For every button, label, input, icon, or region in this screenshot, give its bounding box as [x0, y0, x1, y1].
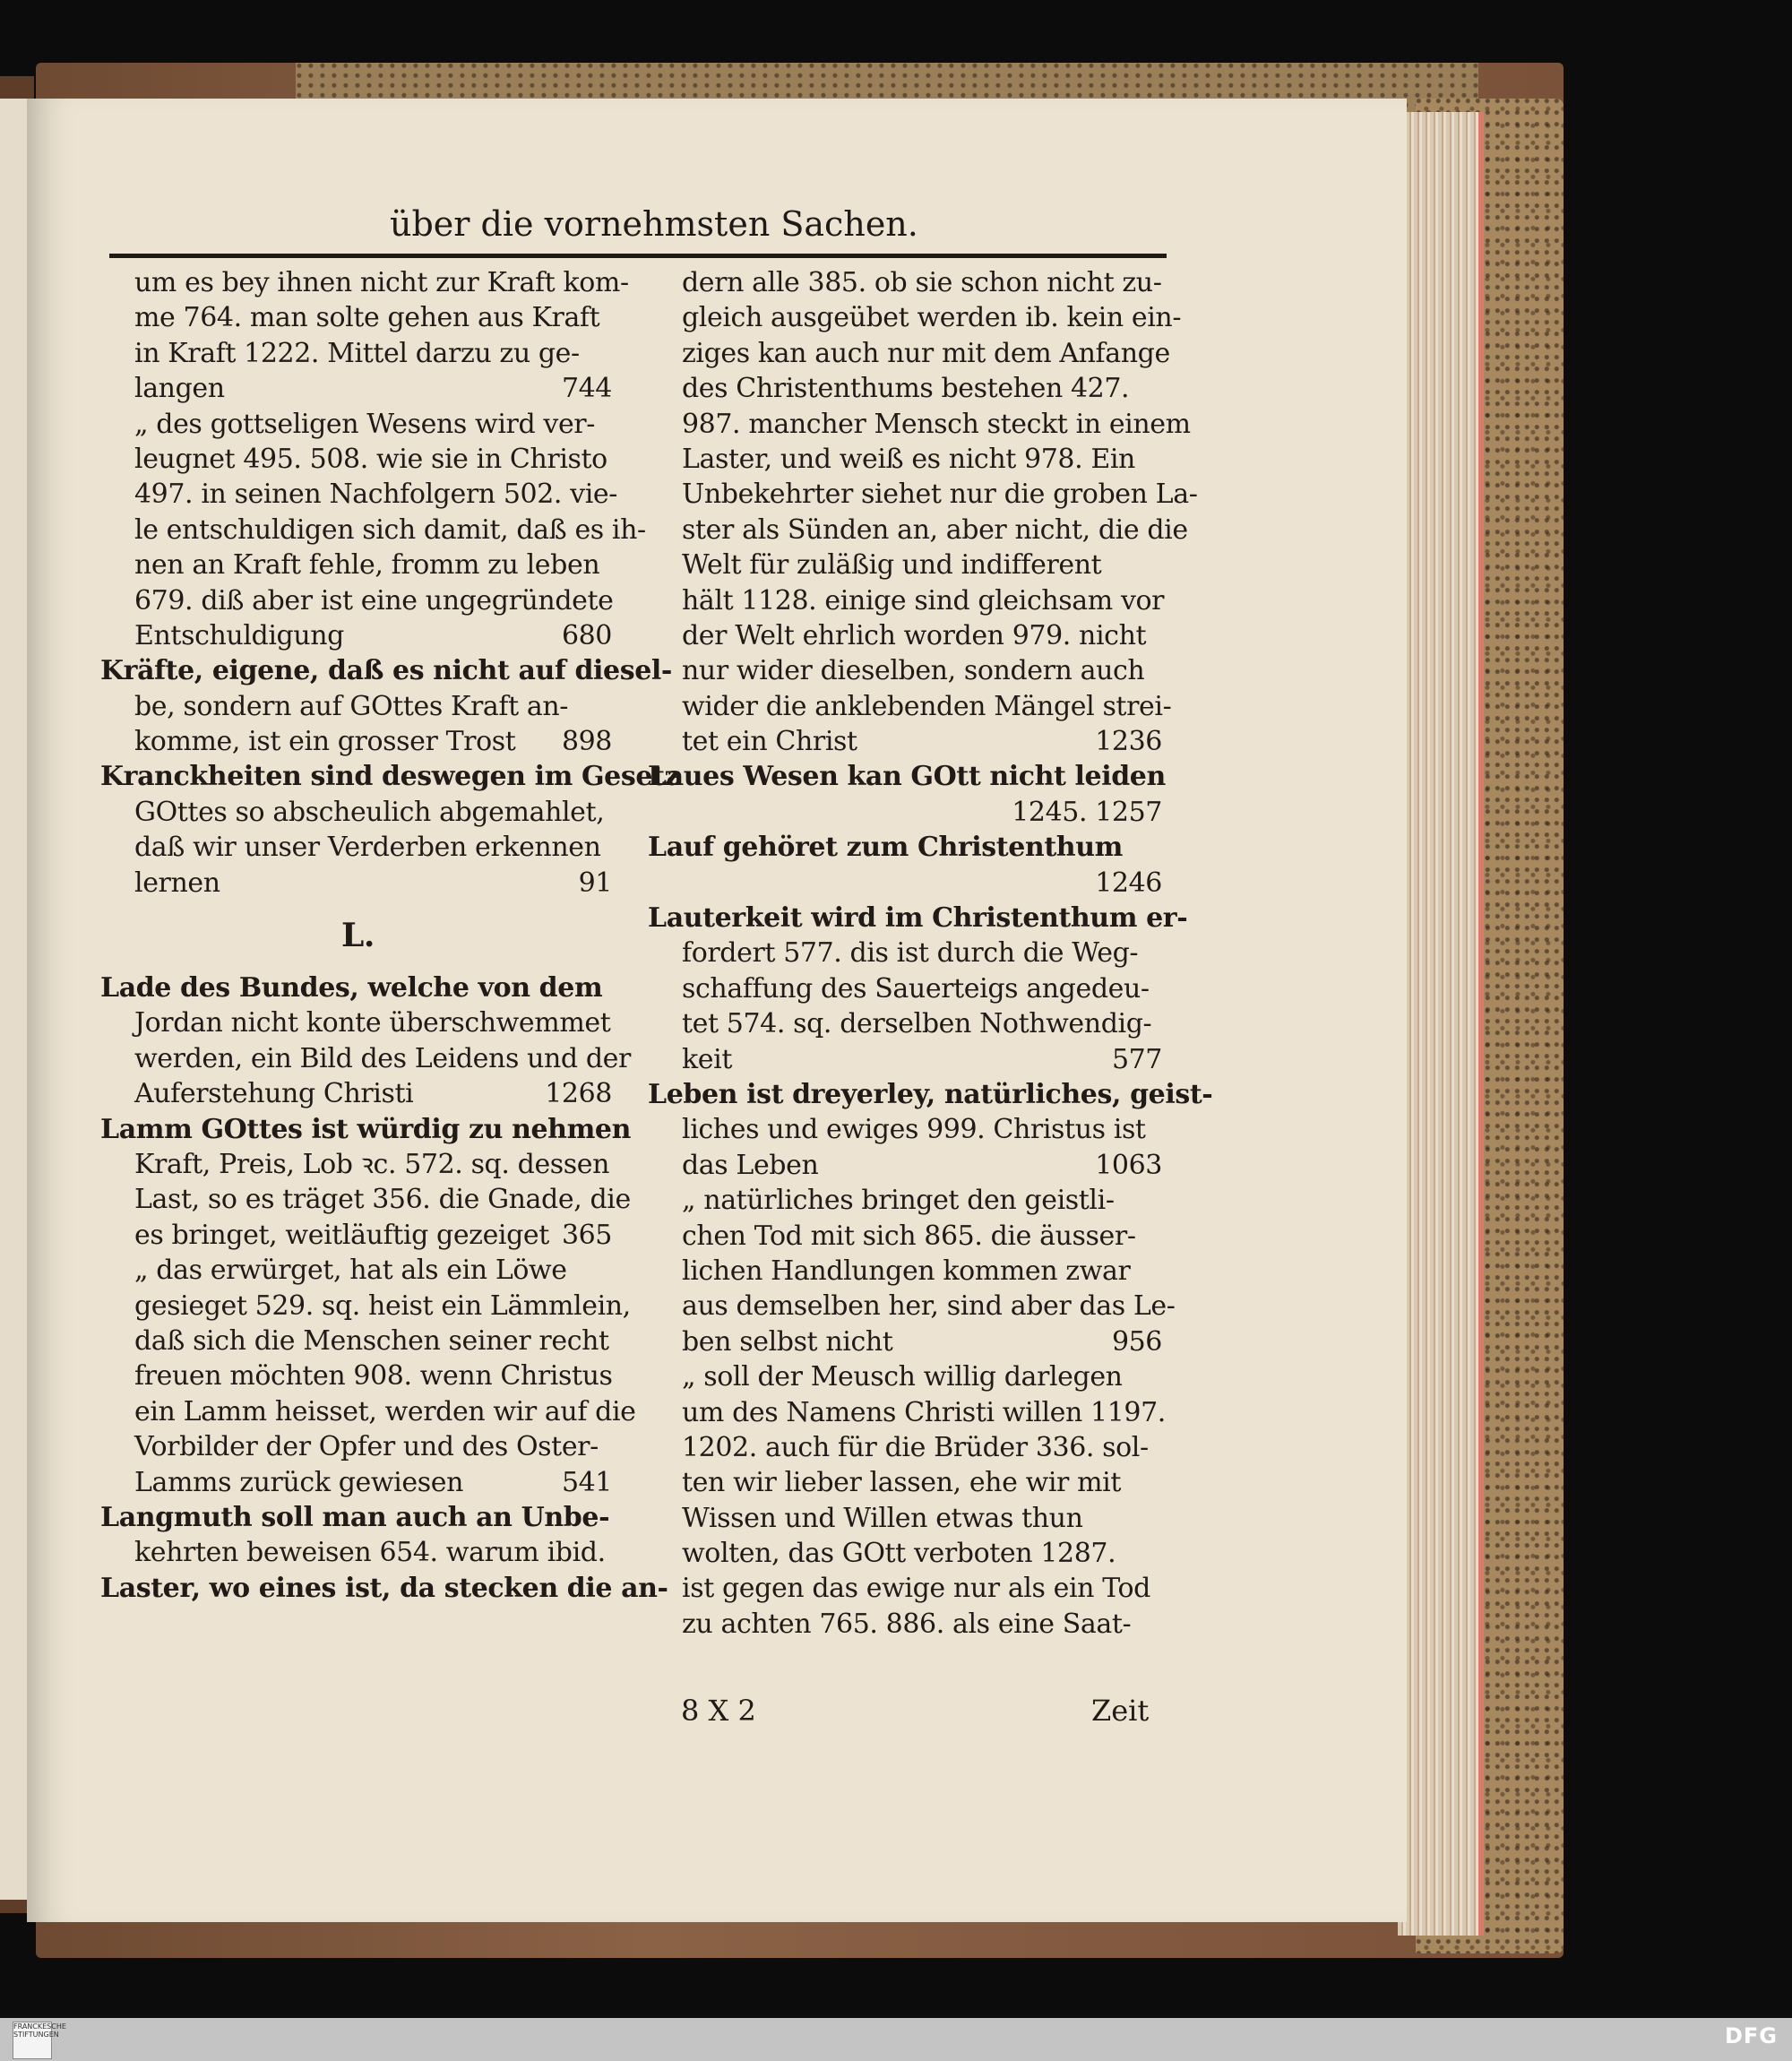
index-line — [100, 407, 616, 442]
running-head: über die vornehmsten Sachen. — [390, 204, 918, 244]
page-reference: 91 — [578, 867, 612, 899]
index-line — [648, 1289, 1176, 1324]
index-line-text: Lauf gehöret zum Christenthum — [648, 832, 1123, 864]
index-line — [100, 442, 616, 477]
index-line-text: „ soll der Meusch willig darlegen — [682, 1361, 1123, 1393]
index-line — [648, 1254, 1166, 1289]
index-line-text: gleich ausgeübet werden ib. kein ein- — [682, 302, 1182, 334]
index-line-text: zu achten 765. 886. als eine Saat- — [682, 1608, 1132, 1640]
index-line-text: 1202. auch für die Brüder 336. sol- — [682, 1431, 1149, 1463]
footer-bar — [0, 2018, 1792, 2061]
index-line — [648, 300, 1182, 335]
page-reference: 577 — [1111, 1043, 1162, 1075]
index-line-text: leugnet 495. 508. wie sie in Christo — [134, 443, 607, 475]
index-line-text: „ das erwürget, hat als ein Löwe — [134, 1255, 567, 1287]
index-line-text: tet 574. sq. derselben Nothwendig- — [682, 1008, 1152, 1040]
index-line — [100, 1041, 631, 1076]
index-line-text: gesieget 529. sq. heist ein Lämmlein, — [134, 1289, 631, 1322]
index-line-text: Wissen und Willen etwas thun — [682, 1502, 1083, 1534]
index-line — [648, 1324, 1166, 1359]
index-line-text: aus demselben her, sind aber das Le- — [682, 1290, 1176, 1323]
index-line-text: Last, so es träget 356. die Gnade, die — [134, 1184, 631, 1216]
index-line-text: ster als Sünden an, aber nicht, die die — [682, 513, 1188, 546]
index-line — [648, 371, 1166, 406]
index-line-text: 987. mancher Mensch steckt in einem — [682, 408, 1191, 440]
index-line — [100, 830, 616, 865]
index-line — [100, 795, 616, 830]
index-line — [100, 970, 616, 1005]
index-line-text: dern alle 385. ob sie schon nicht zu- — [682, 267, 1162, 298]
index-line-text: es bringet, weitläuftig gezeiget — [134, 1219, 549, 1251]
index-line-text: lichen Handlungen kommen zwar — [682, 1255, 1131, 1287]
index-line — [648, 618, 1166, 653]
left-page-edge — [0, 99, 29, 1900]
page-reference: 365 — [561, 1219, 612, 1251]
page-reference: 1246 — [1095, 867, 1162, 899]
page-edges — [1398, 112, 1484, 1936]
index-line — [648, 830, 1166, 865]
index-line — [648, 1219, 1166, 1254]
index-line — [648, 1183, 1166, 1218]
index-line — [100, 759, 680, 794]
index-line-text: L. — [340, 917, 375, 955]
index-line — [648, 265, 1166, 300]
index-line — [100, 689, 616, 724]
index-line-text: um es bey ihnen nicht zur Kraft kom- — [134, 267, 629, 298]
index-line — [648, 653, 1166, 688]
index-line — [100, 1500, 616, 1535]
index-line — [100, 265, 629, 300]
index-line — [100, 477, 616, 512]
index-line-text: nur wider dieselben, sondern auch — [682, 655, 1145, 687]
index-line-text: Vorbilder der Opfer und des Oster- — [134, 1431, 599, 1463]
index-line — [648, 1148, 1166, 1183]
index-line-text: liches und ewiges 999. Christus ist — [682, 1114, 1146, 1146]
index-line-text: wolten, das GOtt verboten 1287. — [682, 1538, 1116, 1570]
index-line-text: Kräfte, eigene, daß es nicht auf diesel- — [100, 655, 672, 687]
index-line-text: chen Tod mit sich 865. die äusser- — [682, 1220, 1136, 1252]
index-line — [100, 618, 616, 653]
index-line-text: Laster, wo eines ist, da stecken die an- — [100, 1572, 668, 1604]
page-reference: 1245. 1257 — [1012, 796, 1162, 828]
index-line — [648, 1465, 1166, 1500]
index-line — [648, 583, 1166, 618]
index-line — [100, 866, 616, 901]
index-line — [100, 1005, 616, 1040]
index-line — [100, 1394, 636, 1429]
index-line-text: um des Namens Christi willen 1197. — [682, 1396, 1166, 1428]
index-line-text: Auferstehung Christi — [134, 1078, 414, 1110]
index-line — [648, 1006, 1166, 1041]
index-line — [100, 1147, 616, 1182]
index-line-text: in Kraft 1222. Mittel darzu zu ge- — [134, 337, 580, 369]
index-line — [648, 1395, 1166, 1430]
index-line — [100, 1358, 616, 1393]
index-line — [648, 759, 1166, 794]
index-line — [648, 407, 1191, 442]
signature-mark: 8 X 2 — [681, 1694, 756, 1728]
index-line-text: tet ein Christ — [682, 726, 857, 758]
index-line-text: keit — [682, 1043, 732, 1075]
index-line — [100, 1465, 616, 1500]
index-line-text: Leben ist dreyerley, natürliches, geist- — [648, 1078, 1213, 1110]
index-line-text: Lamms zurück gewiesen — [134, 1466, 463, 1498]
index-line-text: Jordan nicht konte überschwemmet — [134, 1007, 611, 1039]
catchword: Zeit — [1091, 1694, 1150, 1728]
index-line — [648, 336, 1170, 371]
index-line — [648, 795, 1166, 830]
index-line — [100, 1429, 616, 1464]
index-line-text: „ des gottseligen Wesens wird ver- — [134, 408, 595, 440]
index-line-text: lernen — [134, 867, 220, 899]
index-line-text: komme, ist ein grosser Trost — [134, 726, 516, 758]
index-line-text: 679. diß aber ist eine ungegründete — [134, 584, 614, 617]
index-line-text: des Christenthums bestehen 427. — [682, 373, 1130, 405]
right-column — [648, 265, 1213, 1717]
index-line-text: wider die anklebenden Mängel strei- — [682, 690, 1172, 722]
index-line — [648, 971, 1166, 1006]
index-line-text: freuen möchten 908. wenn Christus — [134, 1360, 613, 1393]
index-line — [100, 548, 616, 582]
index-line — [100, 1218, 616, 1253]
index-line — [648, 1501, 1166, 1536]
index-line — [648, 1077, 1213, 1112]
index-line-text: ben selbst nicht — [682, 1325, 893, 1358]
index-line — [648, 442, 1166, 477]
page-reference: 1268 — [545, 1078, 612, 1110]
page-reference: 680 — [561, 619, 612, 651]
page-reference: 1236 — [1095, 726, 1162, 758]
index-line — [100, 1076, 616, 1111]
index-line — [648, 866, 1166, 901]
index-line-text: „ natürliches bringet den geistli- — [682, 1185, 1115, 1217]
index-line-text: ein Lamm heisset, werden wir auf die — [134, 1395, 636, 1427]
index-line — [100, 724, 616, 759]
index-line — [100, 1289, 631, 1324]
page-reference: 898 — [561, 726, 612, 758]
index-line-text: hält 1128. einige sind gleichsam vor — [682, 584, 1165, 617]
index-line — [648, 1112, 1166, 1147]
index-line-text: 497. in seinen Nachfolgern 502. vie- — [134, 479, 618, 511]
index-line-text: ziges kan auch nur mit dem Anfange — [682, 337, 1170, 369]
index-line — [100, 1182, 631, 1217]
index-line — [648, 936, 1166, 970]
index-line-text: schaffung des Sauerteigs angedeu- — [682, 972, 1150, 1005]
index-line-text: Lamm GOttes ist würdig zu nehmen — [100, 1113, 632, 1145]
index-line — [648, 513, 1188, 548]
index-line — [648, 1359, 1166, 1394]
index-line — [100, 513, 646, 548]
index-line — [648, 1536, 1166, 1571]
index-line-text: langen — [134, 373, 225, 405]
index-line-text: ten wir lieber lassen, ehe wir mit — [682, 1467, 1122, 1499]
header-rule — [109, 254, 1167, 258]
index-line — [100, 583, 616, 618]
index-line-text: Kraft, Preis, Lob ꝛc. 572. sq. dessen — [134, 1148, 610, 1180]
page-reference: 541 — [561, 1466, 612, 1498]
index-line — [648, 1042, 1166, 1077]
index-line-text: Lauterkeit wird im Christenthum er- — [648, 902, 1188, 935]
index-line — [100, 300, 616, 335]
index-line — [648, 901, 1188, 936]
index-line-text: der Welt ehrlich worden 979. nicht — [682, 619, 1147, 651]
index-line-text: kehrten beweisen 654. warum ibid. — [134, 1537, 606, 1569]
index-line-text: nen an Kraft fehle, fromm zu leben — [134, 549, 600, 582]
index-line — [100, 1112, 632, 1147]
index-line-text: Entschuldigung — [134, 619, 344, 651]
index-line — [648, 1430, 1166, 1465]
page-reference: 956 — [1111, 1325, 1162, 1358]
left-column — [100, 265, 680, 1717]
index-line — [100, 1253, 616, 1288]
index-line-text: daß wir unser Verderben erkennen — [134, 832, 601, 864]
index-line-text: Lade des Bundes, welche von dem — [100, 972, 603, 1005]
index-line-text: werden, ein Bild des Leidens und der — [134, 1042, 631, 1074]
institution-logo: FRANCKESCHE STIFTUNGEN — [13, 2022, 52, 2059]
index-line-text: Langmuth soll man auch an Unbe- — [100, 1501, 610, 1533]
index-line — [100, 1324, 616, 1358]
index-line — [100, 1535, 616, 1570]
index-line — [648, 724, 1166, 759]
index-line — [648, 689, 1172, 724]
index-line — [100, 653, 672, 688]
index-line — [648, 477, 1198, 512]
section-letter — [100, 901, 616, 970]
index-line-text: be, sondern auf GOttes Kraft an- — [134, 690, 569, 722]
index-line — [100, 1571, 668, 1606]
index-line — [100, 336, 616, 371]
index-line-text: Welt für zuläßig und indifferent — [682, 549, 1102, 582]
index-line-text: fordert 577. dis ist durch die Weg- — [682, 937, 1139, 970]
page-reference: 1063 — [1095, 1149, 1162, 1181]
index-line-text: Laster, und weiß es nicht 978. Ein — [682, 443, 1135, 475]
index-line-text: ist gegen das ewige nur als ein Tod — [682, 1573, 1150, 1605]
index-line-text: Laues Wesen kan GOtt nicht leiden — [648, 761, 1166, 793]
index-line — [100, 371, 616, 406]
page-reference: 744 — [561, 373, 612, 405]
index-line-text: Kranckheiten sind deswegen im Gesetz — [100, 761, 680, 793]
index-line-text: das Leben — [682, 1149, 819, 1181]
index-line — [648, 548, 1166, 582]
index-line — [648, 1607, 1166, 1642]
index-line-text: GOttes so abscheulich abgemahlet, — [134, 796, 605, 828]
index-line-text: me 764. man solte gehen aus Kraft — [134, 302, 600, 334]
dfg-logo: DFG — [1724, 2023, 1778, 2048]
index-line — [648, 1571, 1166, 1606]
index-line-text: Unbekehrter siehet nur die groben La- — [682, 479, 1198, 511]
index-line-text: daß sich die Menschen seiner recht — [134, 1324, 609, 1357]
index-line-text: le entschuldigen sich damit, daß es ih- — [134, 513, 646, 546]
